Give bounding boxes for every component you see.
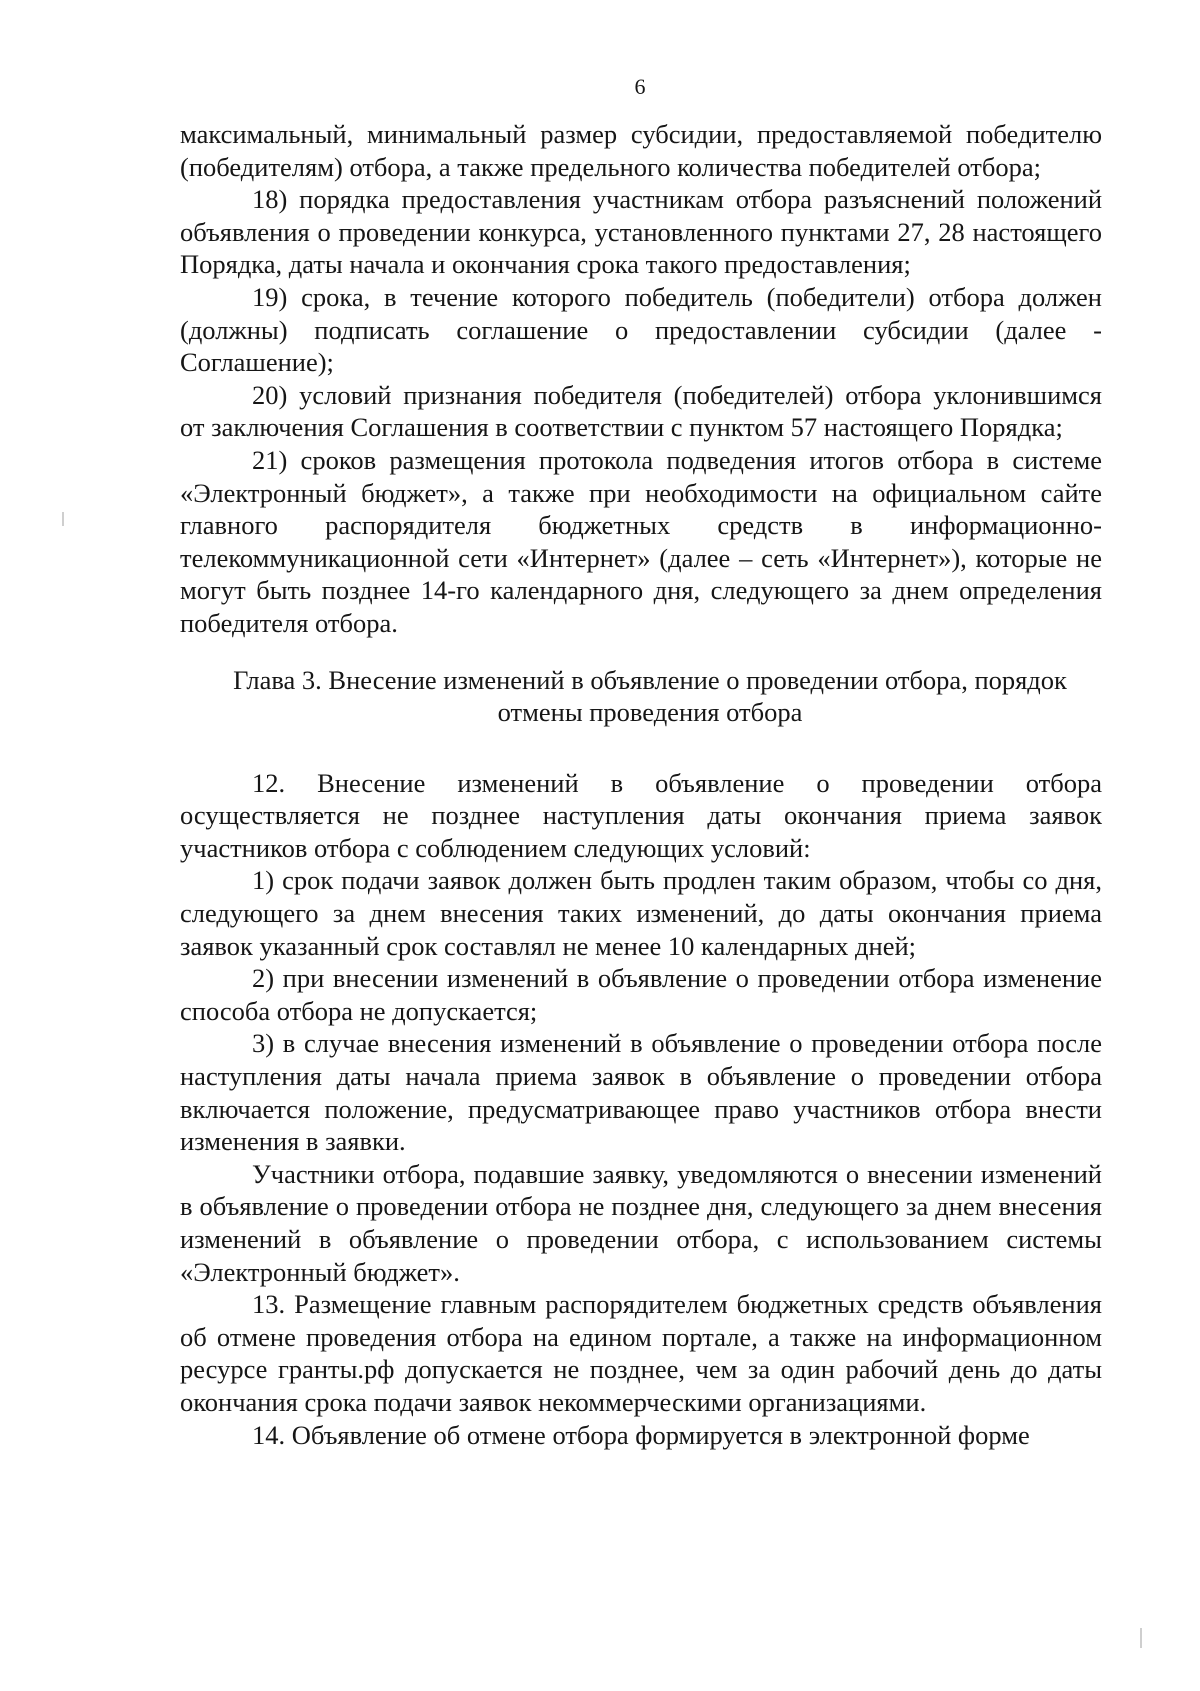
chapter-heading: [180, 664, 1102, 729]
scan-edge-mark: [62, 512, 64, 526]
page-number: 6: [634, 74, 646, 99]
condition-2: 2) при внесении изменений в объявление о проведении отбора изменение способа отбора не допускается;: [180, 963, 1102, 1026]
section-12: 12. Внесение изменений в объявление о проведении отбора осуществляется не позднее наступления даты окончания приема заявок участников отбора с соблюдением следующих условий:: [180, 767, 1102, 863]
condition-1: 1) срок подачи заявок должен быть продлен таким образом, чтобы со дня, следующего за днем внесения таких изменений, до даты окончания приема заявок указанный срок составлял не менее 10 календарных дней;: [180, 865, 1102, 961]
list-item-18: 18) порядка предоставления участникам отбора разъяснений положений объявления о проведении конкурса, установленного пунктами 27, 28 настоящего Порядка, даты начала и окончания срока такого предоставления;: [180, 184, 1102, 280]
condition-3: 3) в случае внесения изменений в объявление о проведении отбора после наступления даты начала приема заявок в объявление о проведении отбора включается положение, предусматривающее право участников отбора внести изменения в заявки.: [180, 1028, 1102, 1157]
section-14: 14. Объявление об отмене отбора формируется в электронной форме: [252, 1419, 1030, 1450]
paragraph-continuation: максимальный, минимальный размер субсидии, предоставляемой победителю (победителям) отбора, а также предельного количества победителей отбора;: [180, 119, 1102, 182]
chapter-heading-line-2: отмены проведения отбора: [497, 697, 803, 728]
scan-edge-mark: [1140, 1628, 1142, 1648]
chapter-heading-line-1: Глава 3. Внесение изменений в объявление о проведении отбора, порядок: [233, 664, 1067, 695]
list-item-20: 20) условий признания победителя (победителей) отбора уклонившимся от заключения Соглашения в соответствии с пунктом 57 настоящего Порядка;: [180, 379, 1102, 443]
section-13: 13. Размещение главным распорядителем бюджетных средств объявления об отмене проведения отбора на едином портале, а также на информационном ресурсе гранты.рф допускается не позднее, чем за один рабочий день до даты окончания срока подачи заявок некоммерческими организациями.: [180, 1289, 1102, 1417]
participants-notice: Участники отбора, подавшие заявку, уведомляются о внесении изменений в объявление о проведении отбора не позднее дня, следующего за днем внесения изменений в объявление о проведении отбора, с использованием системы «Электронный бюджет».: [180, 1158, 1102, 1287]
list-item-19: 19) срока, в течение которого победитель (победители) отбора должен (должны) подписать соглашение о предоставлении субсидии (далее - Соглашение);: [180, 281, 1102, 378]
list-item-21: 21) сроков размещения протокола подведения итогов отбора в системе «Электронный бюджет», а также при необходимости на официальном сайте главного распорядителя бюджетных средств в информационно-телекоммуникационной сети «Интернет» (далее – сеть «Интернет»), которые не могут быть позднее 14-го календарного дня, следующего за днем определения победителя отбора.: [180, 444, 1102, 638]
document-body: [180, 118, 1102, 1451]
